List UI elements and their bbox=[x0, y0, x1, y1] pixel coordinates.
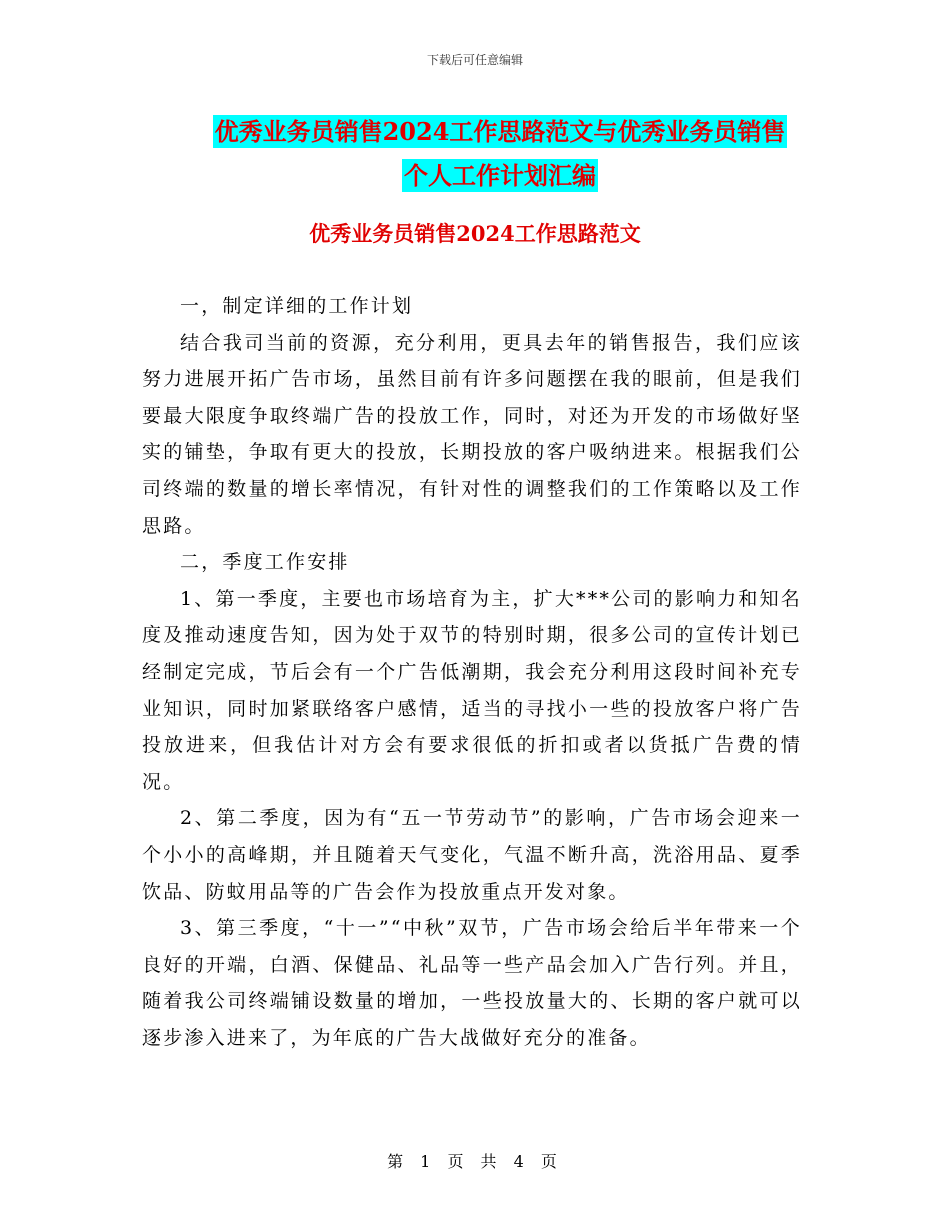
paragraph: 结合我司当前的资源，充分利用，更具去年的销售报告，我们应该努力进展开拓广告市场，虽然目前有许多问题摆在我的眼前，但是我们要最大限度争取终端广告的投放工作，同时，对还为开发的市场做好坚实的铺垫，争取有更大的投放，长期投放的客户吸纳进来。根据我们公司终端的数量的增长率情况，有针对性的调整我们的工作策略以及工作思路。 bbox=[142, 331, 802, 537]
paragraph: 1、第一季度，主要也市场培育为主，扩大***公司的影响力和知名度及推动速度告知，因为处于双节的特别时期，很多公司的宣传计划已经制定完成，节后会有一个广告低潮期，我会充分利用这段时间补充专业知识，同时加紧联络客户感情，适当的寻找小一些的投放客户将广告投放进来，但我估计对方会有要求很低的折扣或者以货抵广告费的情况。 bbox=[142, 587, 802, 793]
document-title bbox=[140, 110, 860, 198]
paragraph-heading-2: 二，季度工作安排 bbox=[180, 551, 350, 574]
document-title-line-2: 个人工作计划汇编 bbox=[404, 161, 596, 190]
document-body bbox=[142, 288, 802, 1056]
section-title: 优秀业务员销售2024工作思路范文 bbox=[309, 221, 641, 246]
document-title-line-1: 优秀业务员销售2024工作思路范文与优秀业务员销售 bbox=[214, 117, 786, 146]
header-note: 下载后可任意编辑 bbox=[426, 53, 523, 67]
paragraph: 2、第二季度，因为有“五一节劳动节”的影响，广告市场会迎来一个小小的高峰期，并且随着天气变化，气温不断升高，洗浴用品、夏季饮品、防蚊用品等的广告会作为投放重点开发对象。 bbox=[142, 807, 802, 903]
paragraph: 3、第三季度，“十一”“中秋”双节，广告市场会给后半年带来一个良好的开端，白酒、保健品、礼品等一些产品会加入广告行列。并且，随着我公司终端铺设数量的增加，一些投放量大的、长期的客户就可以逐步渗入进来了，为年底的广告大战做好充分的准备。 bbox=[142, 917, 802, 1049]
paragraph-heading-1: 一，制定详细的工作计划 bbox=[180, 295, 414, 317]
page-number-footer: 第 1 页 共 4 页 bbox=[387, 1152, 563, 1171]
